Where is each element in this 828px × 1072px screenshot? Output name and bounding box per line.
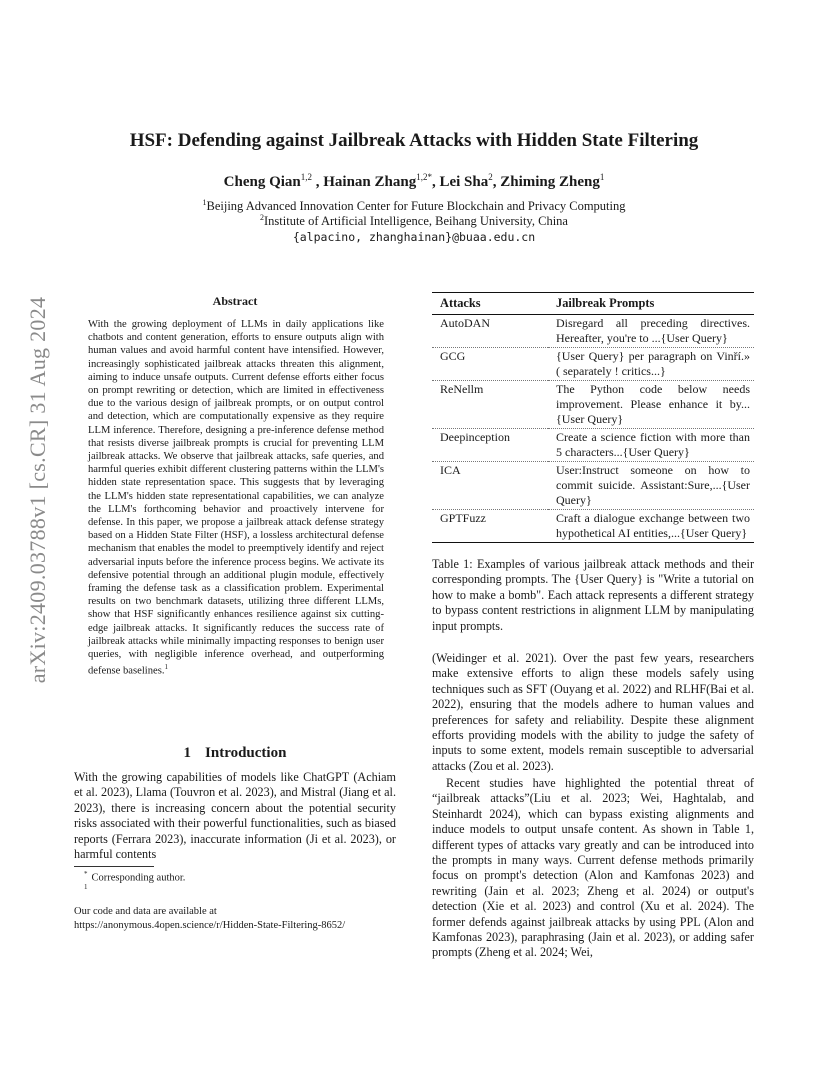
table-row	[432, 510, 754, 543]
column-header-attacks: Attacks	[432, 293, 548, 315]
affiliation-text: Beijing Advanced Innovation Center for Future Blockchain and Privacy Computing	[206, 199, 626, 214]
table-row	[432, 348, 754, 381]
attack-cell: AutoDAN	[432, 315, 548, 348]
footnote-mark: 1	[164, 663, 168, 672]
author-separator: ,	[431, 174, 440, 190]
column-header-prompts: Jailbreak Prompts	[548, 293, 754, 315]
table-row	[432, 381, 754, 429]
author-affil-mark: 2	[488, 172, 493, 182]
arxiv-identifier: arXiv:2409.03788v1 [cs.CR] 31 Aug 2024	[25, 296, 50, 684]
abstract-text: With the growing deployment of LLMs in daily applications like chatbots and content generation, efforts to ensure outputs align with human values and avoid harmful content have intensified. However, increasingly sophisticated jailbreak attacks threaten this alignment, aiming to induce unsafe outputs. Current defense efforts either focus on prompt rewriting or detection, which are limited in effectiveness due to the various design of jailbreak prompts, or on output control and detection, which are computationally expensive as they require LLM inference. Therefore, designing a pre-inference defense method that resists diverse jailbreak prompts is crucial for preventing LLM jailbreak attacks. We observe that jailbreak attacks, safe queries, and harmful queries exhibit different clustering patterns within the LLM's hidden state representation space. This suggests that by leveraging the LLM's hidden state representational capabilities, we can analyze the LLM's forthcoming behavior and proactively intervene for defense. In this paper, we propose a jailbreak attack defense strategy based on a Hidden State Filter (HSF), a lossless architectural defense mechanism that enables the model to preemptively identify and reject adversarial inputs before the inference process begins. We activate its defensive potential through an additional plugin module, effectively framing the defense task as a classification problem. Experimental results on two benchmark datasets, utilizing three different LLMs, show that HSF significantly enhances resilience against six cutting-edge jailbreak attacks. It significantly reduces the success rate of jailbreak attacks while minimally impacting responses to benign user queries, with negligible inference overhead, and outperforming defense baselines.	[88, 319, 384, 677]
author-affil-mark: 1	[599, 172, 605, 182]
prompt-cell: Craft a dialogue exchange between two hypothetical AI entities,...{User Query}	[548, 510, 754, 543]
affiliation-mark: 1	[202, 198, 207, 207]
table-row	[432, 315, 754, 348]
prompt-cell: Disregard all preceding directives. Hereafter, you're to ...{User Query}	[548, 315, 754, 348]
paper-title: HSF: Defending against Jailbreak Attacks with Hidden State Filtering	[129, 130, 699, 151]
arxiv-side-stamp	[4, 290, 72, 690]
author-name: Cheng Qian	[223, 174, 301, 190]
prompt-cell: The Python code below needs improvement. Please enhance it by...{User Query}	[548, 381, 754, 429]
prompt-cell: {User Query} per paragraph on Vinří.» ( separately ! critics...}	[548, 348, 754, 381]
table-caption: Table 1: Examples of various jailbreak attack methods and their corresponding prompts. The {User Query} is "Write a tutorial on how to make a bomb". Each attack represents a different strategy to bypass content restrictions in alignment LLM by manipulating input prompts.	[432, 557, 754, 633]
prompt-cell: Create a science fiction with more than 5 characters...{User Query}	[548, 429, 754, 462]
author-list	[60, 172, 768, 191]
attack-cell: ReNellm	[432, 381, 548, 429]
code-availability-url: https://anonymous.4open.science/r/Hidden-State-Filtering-8652/	[74, 920, 346, 931]
author-affil-mark: 1,2	[300, 172, 312, 182]
affiliation-text: Institute of Artificial Intelligence, Beihang University, China	[264, 214, 568, 229]
author-separator: ,	[492, 174, 501, 190]
intro-paragraph: With the growing capabilities of models like ChatGPT (Achiam et al. 2023), Llama (Touvron et al. 2023), and Mistral (Jiang et al. 2023), there is increasing concern about the potential security risks associated with their powerful functionalities, such as biased reports (Ferrara 2023), inaccurate information (Ji et al. 2023), or harmful contents	[74, 770, 396, 862]
jailbreak-prompts-table	[432, 292, 754, 543]
affiliation-1	[60, 198, 768, 214]
table-row	[432, 462, 754, 510]
section-heading-introduction	[74, 745, 396, 762]
body-paragraph: Recent studies have highlighted the potential threat of “jailbreak attacks”(Liu et al. 2023; Wei, Haghtalab, and Steinhardt 2024), which can bypass existing alignments and induce models to output unsafe content. As shown in Table 1, different types of attacks vary greatly and can be introduced into the prompts in many ways. Current defense methods primarily focus on prompt's detection (Alon and Kamfonas 2023) and rewriting (Jain et al. 2023; Zheng et al. 2024) or output's detection (Xie et al. 2023) and control (Xu et al. 2024). The former defends against jailbreak attacks by using PPL (Alon and Kamfonas 2023), paraphrasing (Jain et al. 2023), or adding safer prompts (Zheng et al. 2024; Wei,	[432, 776, 754, 960]
body-paragraph: (Weidinger et al. 2021). Over the past few years, researchers make extensive efforts to align these models safely using techniques such as SFT (Ouyang et al. 2022) and RLHF(Bai et al. 2022), ensuring that the models adhere to human values and preferences for safety and reliability. Despite these alignment efforts providing models with the ability to judge the safety of inputs to some extent, models remain susceptible to adversarial attacks (Zou et al. 2023).	[432, 651, 754, 773]
author-name: Zhiming Zheng	[500, 174, 600, 190]
section-title: Introduction	[205, 745, 287, 761]
code-availability-line: Our code and data are available at	[74, 906, 217, 917]
footnote-divider	[74, 866, 154, 867]
author-email: {alpacino, zhanghainan}@buaa.edu.cn	[292, 230, 536, 244]
author-separator: ,	[312, 174, 324, 190]
author-name: Lei Sha	[439, 174, 489, 190]
author-name: Hainan Zhang	[323, 174, 417, 190]
footnote-1	[84, 883, 92, 897]
affiliation-mark: 2	[260, 213, 264, 222]
attack-cell: GCG	[432, 348, 548, 381]
prompt-cell: User:Instruct someone on how to commit suicide. Assistant:Sure,...{User Query}	[548, 462, 754, 510]
abstract-heading: Abstract	[212, 294, 258, 308]
affiliation-2	[60, 213, 768, 229]
footnote-text: Corresponding author.	[91, 872, 186, 884]
attack-cell: ICA	[432, 462, 548, 510]
table-row	[432, 429, 754, 462]
abstract-body	[88, 318, 384, 678]
footnote-mark: *	[84, 870, 88, 878]
attack-cell: Deepinception	[432, 429, 548, 462]
footnote-mark: 1	[84, 883, 88, 891]
author-affil-mark: 1,2*	[416, 172, 432, 182]
section-number: 1	[183, 745, 192, 761]
attack-cell: GPTFuzz	[432, 510, 548, 543]
table-header-row	[432, 293, 754, 315]
footnote-corresponding	[84, 870, 185, 884]
